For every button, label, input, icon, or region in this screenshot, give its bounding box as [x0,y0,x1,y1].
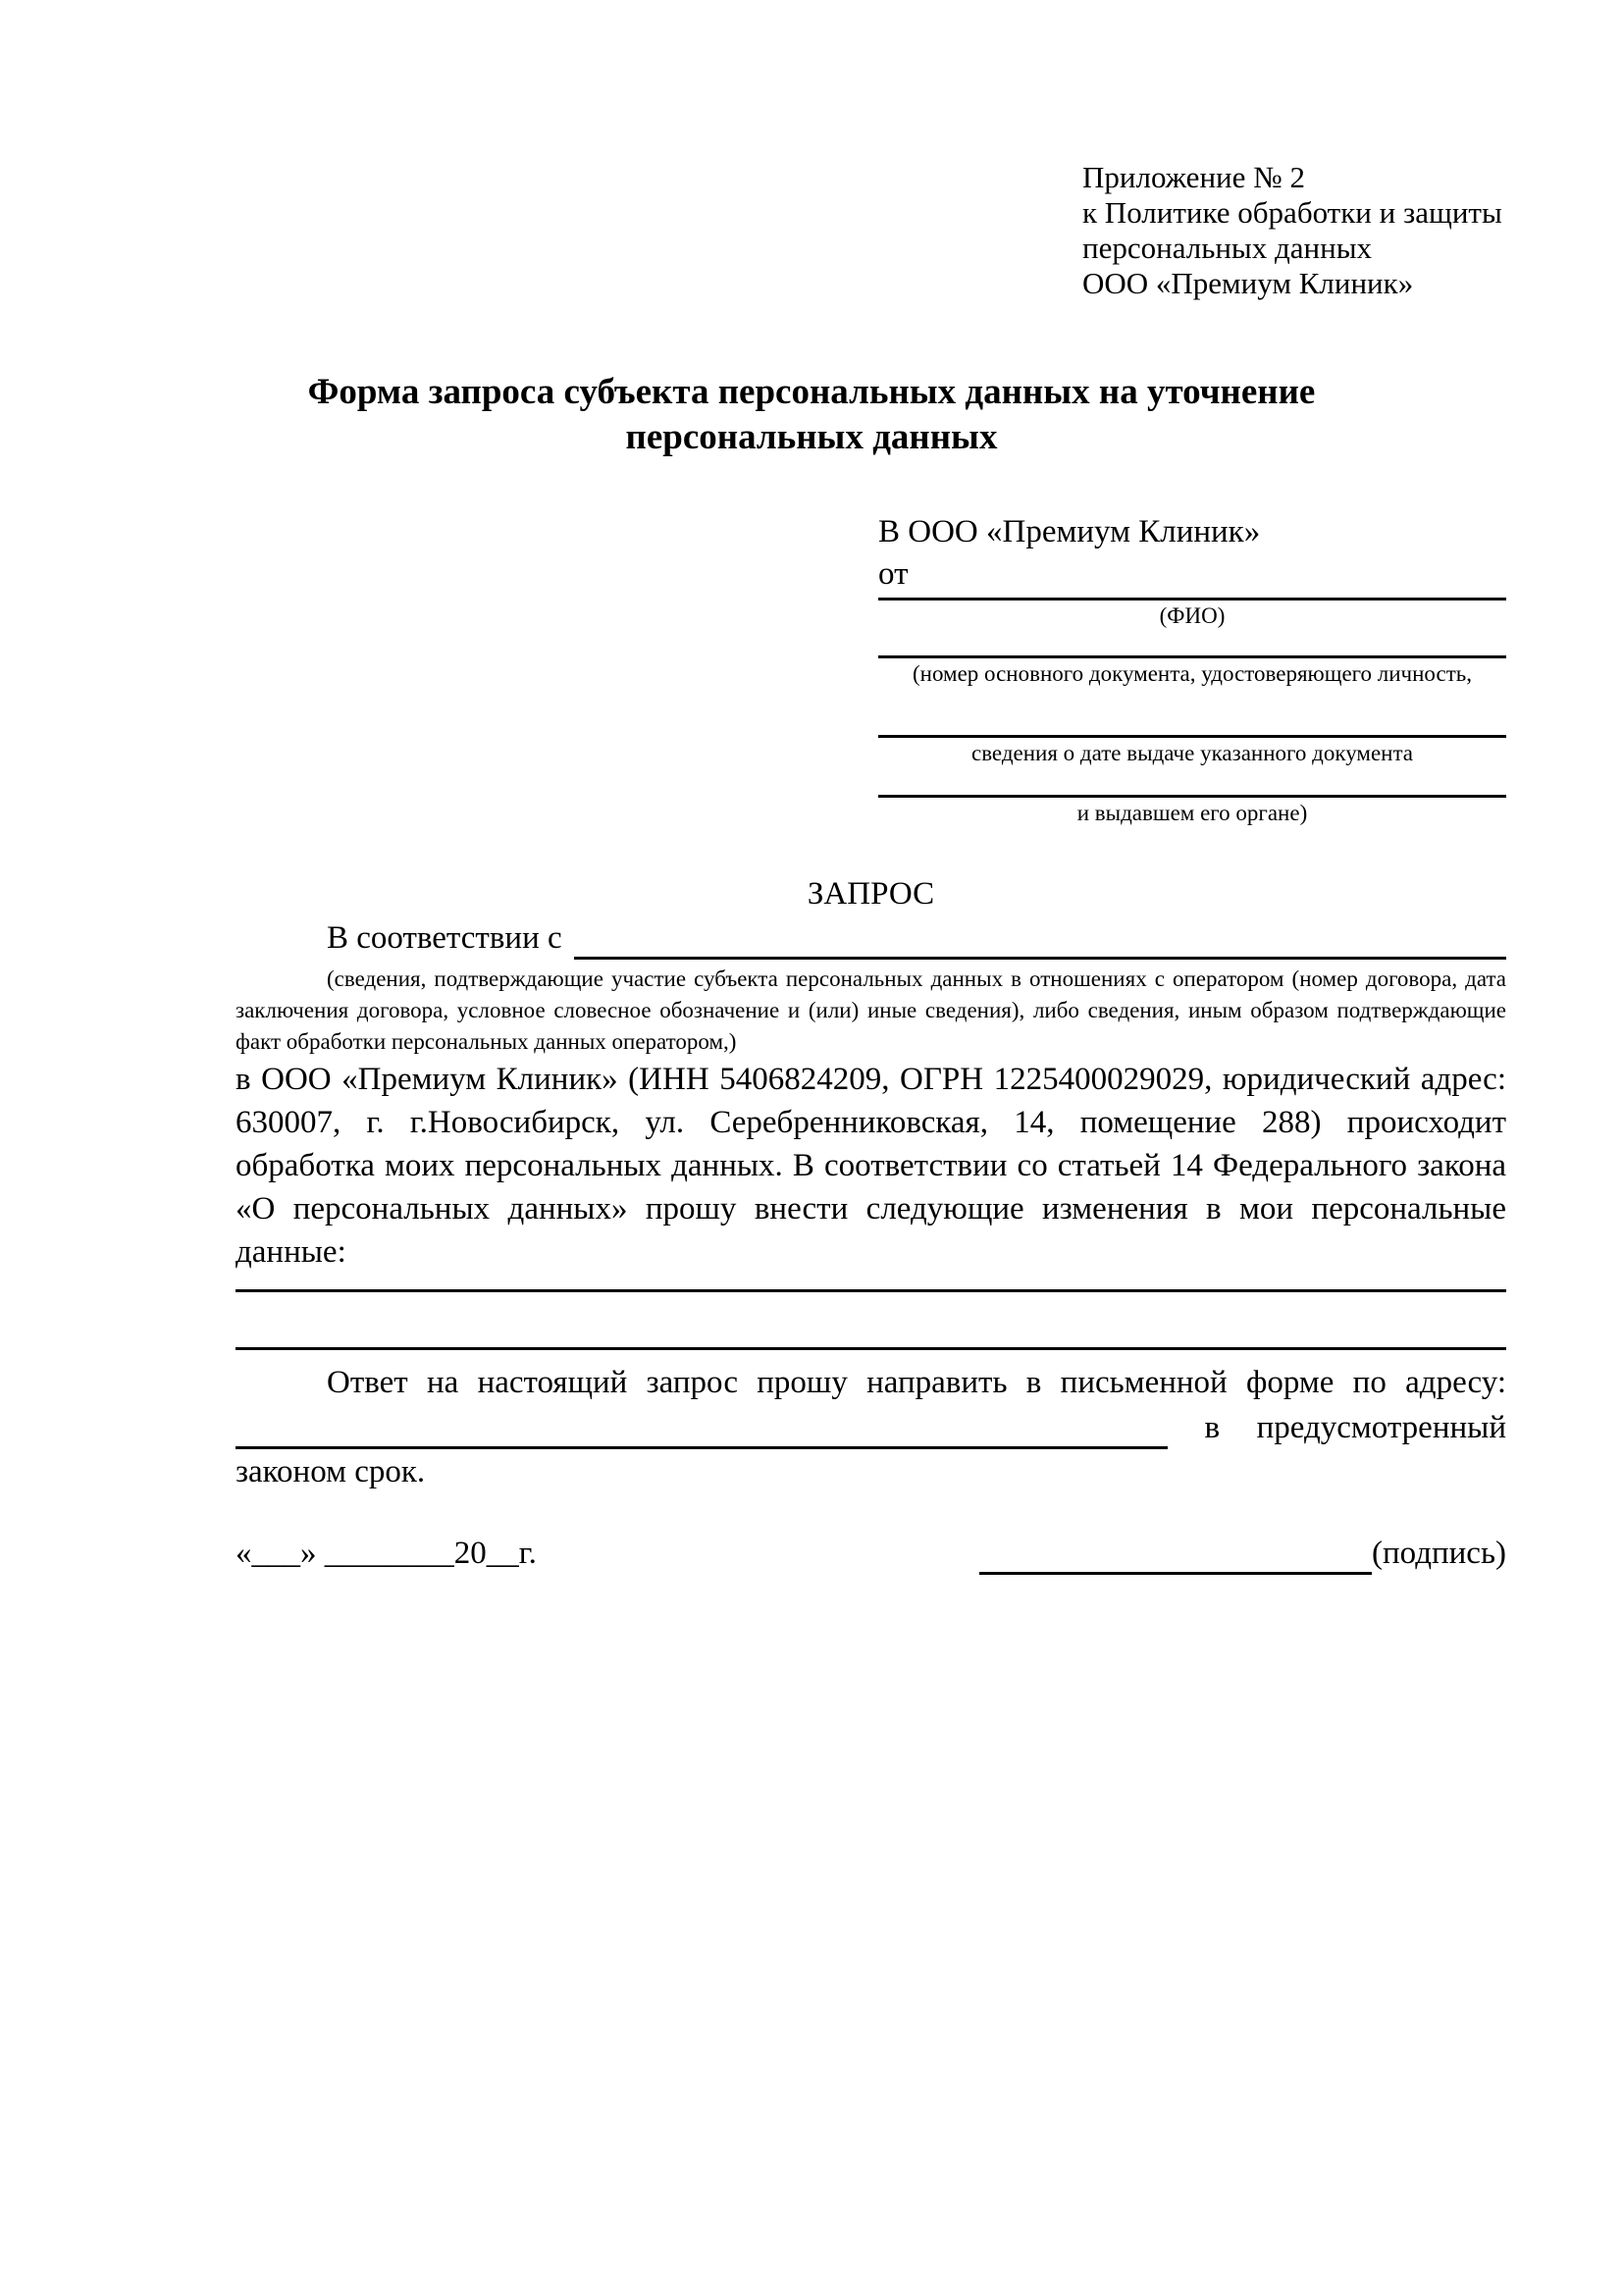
reply-request-line: Ответ на настоящий запрос прошу направить в письменной форме по адресу: [327,1365,1506,1400]
reply-closing-line: законом срок. [236,1454,426,1489]
issuing-authority-blank-line [878,766,1506,798]
addressee-block [878,511,1506,826]
request-heading: ЗАПРОС [807,876,935,912]
document-number-blank-line [878,629,1506,658]
changes-blank-line-2 [236,1292,1506,1350]
signature-caption: (подпись) [1372,1536,1506,1571]
date-signature-row [236,1533,1506,1575]
changes-blank-line-1 [236,1274,1506,1292]
addressee-to: В ООО «Премиум Клиник» [878,514,1261,549]
reply-address-row [236,1404,1506,1449]
fio-caption: (ФИО) [1159,603,1226,628]
signature-blank-line [979,1533,1372,1575]
issue-date-blank-line [878,687,1506,738]
in-accordance-note: (сведения, подтверждающие участие субъекта персональных данных в отношениях с оператором (номер договора, дата заключения договора, условное словесное обозначение и (или) иные сведения), либо сведения, иным образом подтверждающие факт обработки персональных данных оператором,) [236,966,1506,1054]
signature-group [979,1533,1506,1575]
appendix-header [1082,160,1564,301]
issue-date-caption: сведения о дате выдаче указанного документа [970,741,1414,765]
reply-address-blank-line [236,1407,1168,1449]
reply-tail-word: предусмотренный [1256,1410,1506,1445]
date-blank-line: «___» ________20__г. [236,1536,537,1571]
in-accordance-label: В соответствии с [327,920,562,956]
in-accordance-row [236,917,1506,960]
request-body-paragraph: в ООО «Премиум Клиник» (ИНН 5406824209, ОГРН 1225400029029, юридический адрес: 630007, г. г.Новосибирск, ул. Серебренниковская, 14, помещение 288) происходит обработка моих персональных данных. В соответствии со статьей 14 Федерального закона «О персональных данных» прошу внести следующие изменения в мои персональные данные: [236,1062,1506,1270]
in-accordance-blank-line [574,919,1506,960]
document-number-caption: (номер основного документа, удостоверяющего личность, [912,661,1472,686]
appendix-header-line: Приложение № 2 [1082,160,1305,194]
addressee-from: от [878,556,909,592]
appendix-header-line: ООО «Премиум Клиник» [1082,266,1414,300]
appendix-header-line: персональных данных [1082,231,1373,265]
issuing-authority-caption: и выдавшем его органе) [1076,801,1308,825]
appendix-header-line: к Политике обработки и защиты [1082,195,1502,230]
reply-middle-word: в [1204,1410,1221,1445]
page-title: Форма запроса субъекта персональных данных на уточнение персональных данных [307,372,1316,457]
